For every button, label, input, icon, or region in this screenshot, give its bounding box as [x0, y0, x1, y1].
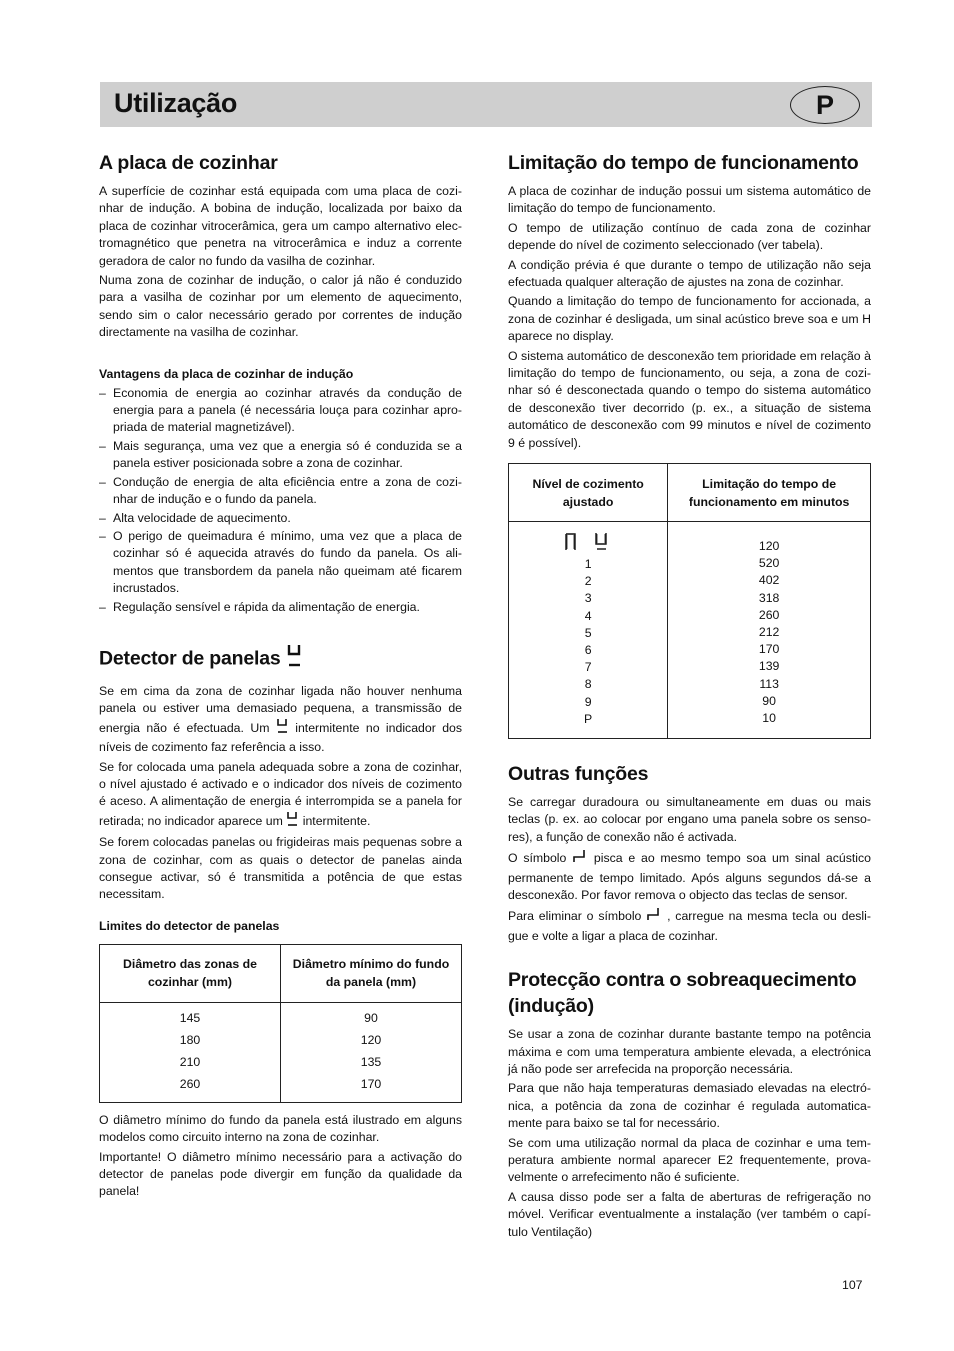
table-cell: 6 [584, 643, 592, 658]
page-title: Utilização [114, 88, 238, 118]
placa-title: A placa de cozinhar [99, 152, 278, 174]
list-item: – Regulação sensível e rápida da alimentação de energia. [99, 599, 462, 616]
outras-p2-end: pisca e ao mesmo tempo soa um sinal acústico permanente de tempo limitado. Após alguns segundos dá-se a desconexão. Por favor remova o objecto das teclas de sensor. [508, 851, 872, 902]
table-cell: 260 [179, 1076, 201, 1091]
placa-paragraph-1: A superfície de cozinhar está equipada com uma placa de cozi-nhar de indução. A bobina de indução, localizada por baixo da placa de cozinhar vitrocerâmica, gera um campo alternativo elec-tromagnético que penetra na vitrocerâmica e induz a corrente geradora de calor no fundo da vasilha de cozinhar. [99, 184, 462, 268]
sensor-lock-icon [646, 906, 662, 927]
limitacao-table [508, 463, 871, 739]
table-cell: 120 [758, 539, 780, 554]
proteccao-paragraph: Para que não haja temperaturas demasiado elevadas na electró-nica, a potência da zona de cozinhar é regulada automatica-mente para baixo se tal for necessário. [508, 1081, 871, 1131]
left-column [99, 150, 462, 1203]
limits-col2-header: Diâmetro mínimo do fundo da panela (mm) [281, 944, 462, 1002]
detector-heading [99, 643, 462, 676]
pan-detect-icon [286, 643, 304, 676]
table-cell: 2 [584, 574, 592, 589]
level-0-display [509, 530, 667, 556]
limits-title: Limites do detector de panelas [99, 918, 280, 933]
table-cell: 120 [360, 1032, 382, 1047]
page-number: 107 [842, 1278, 863, 1292]
limits-col1-header: Diâmetro das zonas de cozinhar (mm) [100, 944, 281, 1002]
levels-values [509, 522, 668, 739]
list-item: – Condução de energia de alta eficiência entre a zona de cozi-nhar de indução e o fundo da panela. [99, 474, 462, 509]
list-item: – Mais segurança, uma vez que a energia só é conduzida se a panela estiver posicionada sobre a zona de cozinhar. [99, 438, 462, 473]
table-cell: 5 [584, 625, 592, 640]
table-cell: 170 [360, 1076, 382, 1091]
limitacao-paragraph: Quando a limitação do tempo de funcionamento for accionada, a zona de cozinhar é desligada, um sinal acústico breve soa e um H aparece no display. [508, 294, 871, 344]
table-cell: 318 [758, 590, 780, 605]
placa-paragraph-2: Numa zona de cozinhar de indução, o calor já não é conduzido para a vasilha de cozinhar por um elemento de aquecimento, sendo sim o calor necessário gerado por correntes de indução directamente na vasilha de cozinhar. [99, 273, 462, 340]
outras-p3-start: Para eliminar o símbolo [508, 909, 642, 924]
proteccao-paragraph: A causa disso pode ser a falta de aberturas de refrigeração no móvel. Verificar eventualmente a instalação (ver também o capí-tulo Ventilação) [508, 1189, 871, 1239]
table-cell: 3 [584, 591, 592, 606]
detector-paragraph-3: Se forem colocadas panelas ou frigideiras mais pequenas sobre a zona de cozinhar, com as quais o detector de panelas ainda consegue activar, só é transmitida a potência de que estas necessitam. [99, 835, 462, 902]
table-cell: 145 [179, 1010, 201, 1025]
table-cell: 402 [758, 573, 780, 588]
limitacao-paragraph: O sistema automático de desconexão tem prioridade em relação à limitação do tempo de funcionamento, ou seja, a zona de cozi-nhar só é desconectada quando o tempo do sistema automático de desconexão tiver decorrido (p. ex., a situação de sistema automático de desconexão com 99 minutos e nível de cozimento 9 é possível). [508, 348, 871, 450]
limits-col1-values [100, 1002, 281, 1102]
detector-paragraph-5: Importante! O diâmetro mínimo necessário para a activação do detector de panelas pode divergir em função da qualidade da panela! [99, 1149, 462, 1199]
vantagens-title: Vantagens da placa de cozinhar de indução [99, 366, 354, 381]
proteccao-title: Protecção contra o sobreaquecimento (indução) [508, 969, 857, 1018]
table-cell: 9 [584, 694, 592, 709]
table-cell: 212 [758, 625, 780, 640]
language-badge: P [790, 86, 860, 124]
detector-p1-start: Se em cima da zona de cozinhar ligada não houver nenhuma panela ou estiver uma demasiado pequena, a transmissão de energia não é efectuada. Um [99, 683, 462, 735]
limits-table [99, 944, 462, 1103]
table-cell: 260 [758, 607, 780, 622]
table-cell: 90 [762, 693, 776, 708]
outras-paragraph-3 [508, 906, 871, 945]
table-cell: 113 [759, 676, 779, 691]
table-cell: 10 [762, 710, 776, 725]
header-bar [100, 82, 872, 127]
proteccao-paragraph: Se com uma utilização normal da placa de cozinhar e uma tem-peratura ambiente normal aparecer E2 frequentemente, prova-velmente o arrefecimento não é suficiente. [508, 1135, 871, 1185]
minutes-header: Limitação do tempo de funcionamento em minutos [668, 464, 871, 522]
detector-paragraph-4: O diâmetro mínimo do fundo da panela está ilustrado em alguns modelos como circuito interno na zona de cozinhar. [99, 1112, 462, 1145]
levels-header: Nível de cozimento ajustado [509, 464, 668, 522]
detector-p1-end: intermitente no indicador dos níveis de cozimento faz referência a isso. [99, 720, 463, 755]
detector-paragraph-1 [99, 683, 462, 757]
table-cell: 180 [179, 1032, 201, 1047]
outras-title: Outras funções [508, 762, 649, 785]
detector-title: Detector de panelas [99, 647, 281, 670]
table-cell: 139 [758, 659, 780, 674]
limits-col2-values [281, 1002, 462, 1102]
right-column [508, 150, 871, 1243]
outras-p2-start: O símbolo [508, 851, 567, 866]
table-cell: 90 [364, 1010, 378, 1025]
table-cell: 8 [584, 677, 592, 692]
pan-detect-icon [286, 811, 299, 832]
outras-paragraph-1: Se carregar duradoura ou simultaneamente em duas ou mais teclas (p. ex. ao colocar por engano uma panela sobre os senso-res), a função de conexão não é activada. [508, 794, 871, 844]
detector-p2-end: intermitente. [302, 813, 371, 828]
table-cell: 7 [584, 660, 592, 675]
table-cell: 135 [360, 1054, 382, 1069]
table-cell: 170 [758, 642, 780, 657]
proteccao-paragraph: Se usar a zona de cozinhar durante bastante tempo na potência máxima e com uma temperatura ambiente elevada, a electrónica já não pode ser arrefecida na proporção necessária. [508, 1027, 871, 1077]
limitacao-paragraph: O tempo de utilização contínuo de cada zona de cozinhar depende do nível de cozimento seleccionado (ver tabela). [508, 220, 871, 253]
list-item: – O perigo de queimadura é mínimo, uma vez que a placa de cozinhar só é aquecida através do fundo da panela. Os ali-mentos que transbordem da panela não queimam até ficarem incrustados. [99, 528, 462, 598]
limitacao-paragraph: A condição prévia é que durante o tempo de utilização não seja efectuada qualquer alteração de ajustes na zona de cozinhar. [508, 257, 871, 290]
detector-p2-start: Se for colocada uma panela adequada sobre a zona de cozinhar, o nível ajustado é activado e o indicador dos níveis de cozimento é aceso. A alimentação de energia é interrompida se a panela for retirada; no indicador aparece um [99, 759, 462, 828]
outras-p3-end: , carregue na mesma tecla ou desli-gue e volte a ligar a placa de cozinhar. [508, 909, 871, 943]
detector-paragraph-2 [99, 759, 462, 833]
sensor-lock-icon [572, 848, 588, 869]
vantagens-list [99, 385, 462, 616]
minutes-values [668, 522, 871, 739]
list-item: – Alta velocidade de aquecimento. [99, 510, 462, 527]
outras-paragraph-2 [508, 848, 871, 904]
table-cell: 210 [179, 1054, 201, 1069]
pan-detect-icon [276, 718, 289, 739]
seven-segment-icon [563, 530, 613, 554]
table-cell: 520 [758, 556, 780, 571]
limitacao-paragraph: A placa de cozinhar de indução possui um sistema automático de limitação do tempo de funcionamento. [508, 184, 871, 216]
table-cell: P [584, 711, 593, 726]
table-cell: 1 [584, 557, 592, 572]
list-item: – Economia de energia ao cozinhar através da condução de energia para a panela (é necessária louça para cozinhar apro-priada de material magnetizável). [99, 385, 462, 437]
limitacao-title: Limitação do tempo de funcionamento [508, 152, 859, 174]
table-cell: 4 [584, 608, 592, 623]
